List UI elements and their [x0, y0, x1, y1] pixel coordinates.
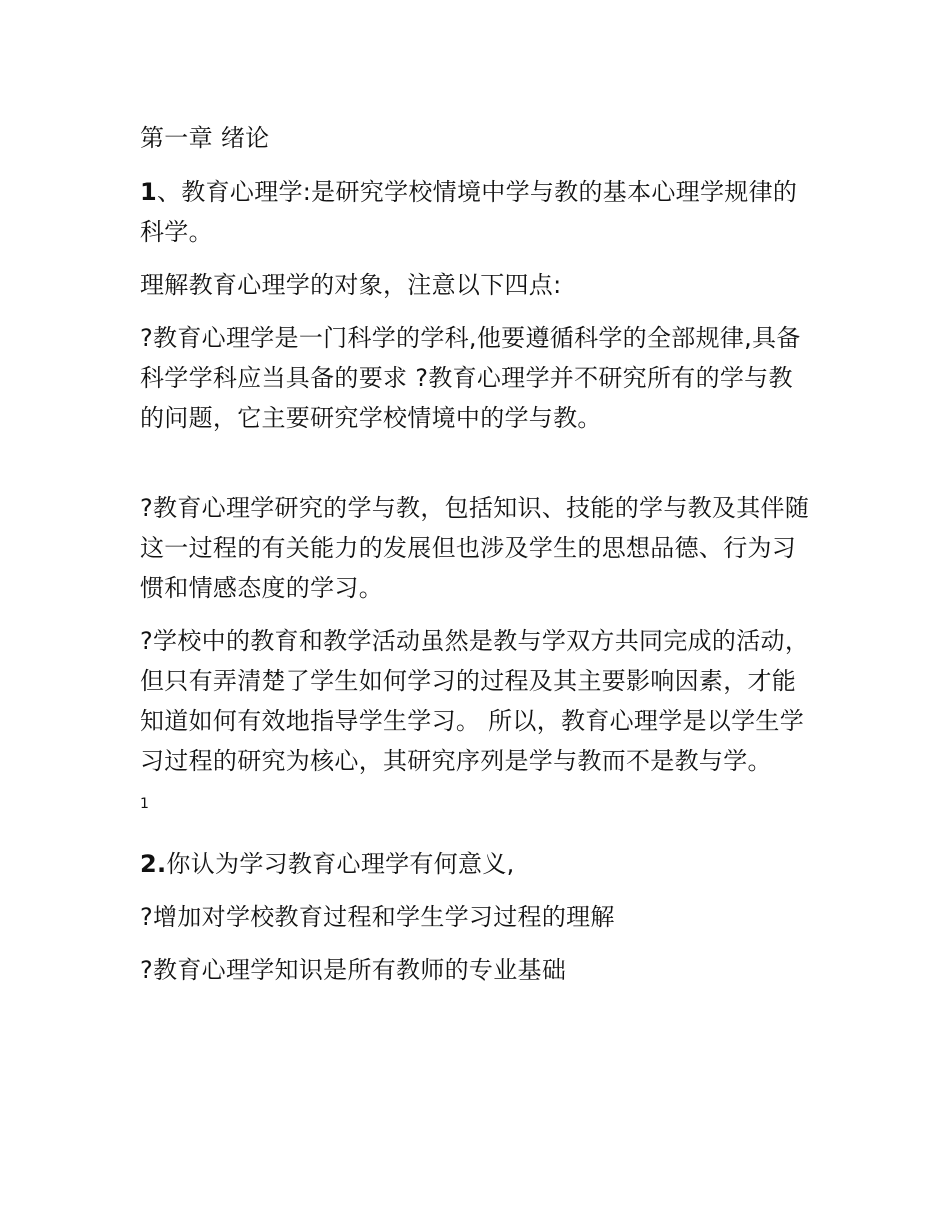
point-paragraph-1: ?教育心理学是一门科学的学科,他要遵循科学的全部规律,具备科学学科应当具备的要求 ?教育心理学并不研究所有的学与教的问题，它主要研究学校情境中的学与教。: [140, 324, 801, 432]
item-1-number: 1: [140, 178, 157, 206]
item-2-question: [140, 844, 812, 884]
item-2-number: 2.: [140, 850, 167, 878]
item-2-text: 你认为学习教育心理学有何意义,: [166, 850, 515, 878]
document-page: [140, 118, 812, 1003]
item-1-text: 、教育心理学:是研究学校情境中学与教的基本心理学规律的科学。: [140, 178, 798, 246]
intro-paragraph: 理解教育心理学的对象，注意以下四点:: [140, 271, 562, 299]
point-paragraph-3: ?学校中的教育和教学活动虽然是教与学双方共同完成的活动，但只有弄清楚了学生如何学习的过程及其主要影响因素，才能知道如何有效地指导学生学习。 所以，教育心理学是以学生学习过程的研究为核心，其研究序列是学与教而不是教与学。: [140, 627, 810, 775]
meaning-item-2: ?教育心理学知识是所有教师的专业基础: [140, 956, 567, 984]
meaning-item-1: ?增加对学校教育过程和学生学习过程的理解: [140, 903, 615, 931]
page-number: 1: [140, 796, 149, 812]
item-1-definition: [140, 172, 812, 252]
point-paragraph-2: ?教育心理学研究的学与教，包括知识、技能的学与教及其伴随这一过程的有关能力的发展但也涉及学生的思想品德、行为习惯和情感态度的学习。: [140, 494, 810, 602]
chapter-title: 第一章 绪论: [140, 124, 270, 152]
